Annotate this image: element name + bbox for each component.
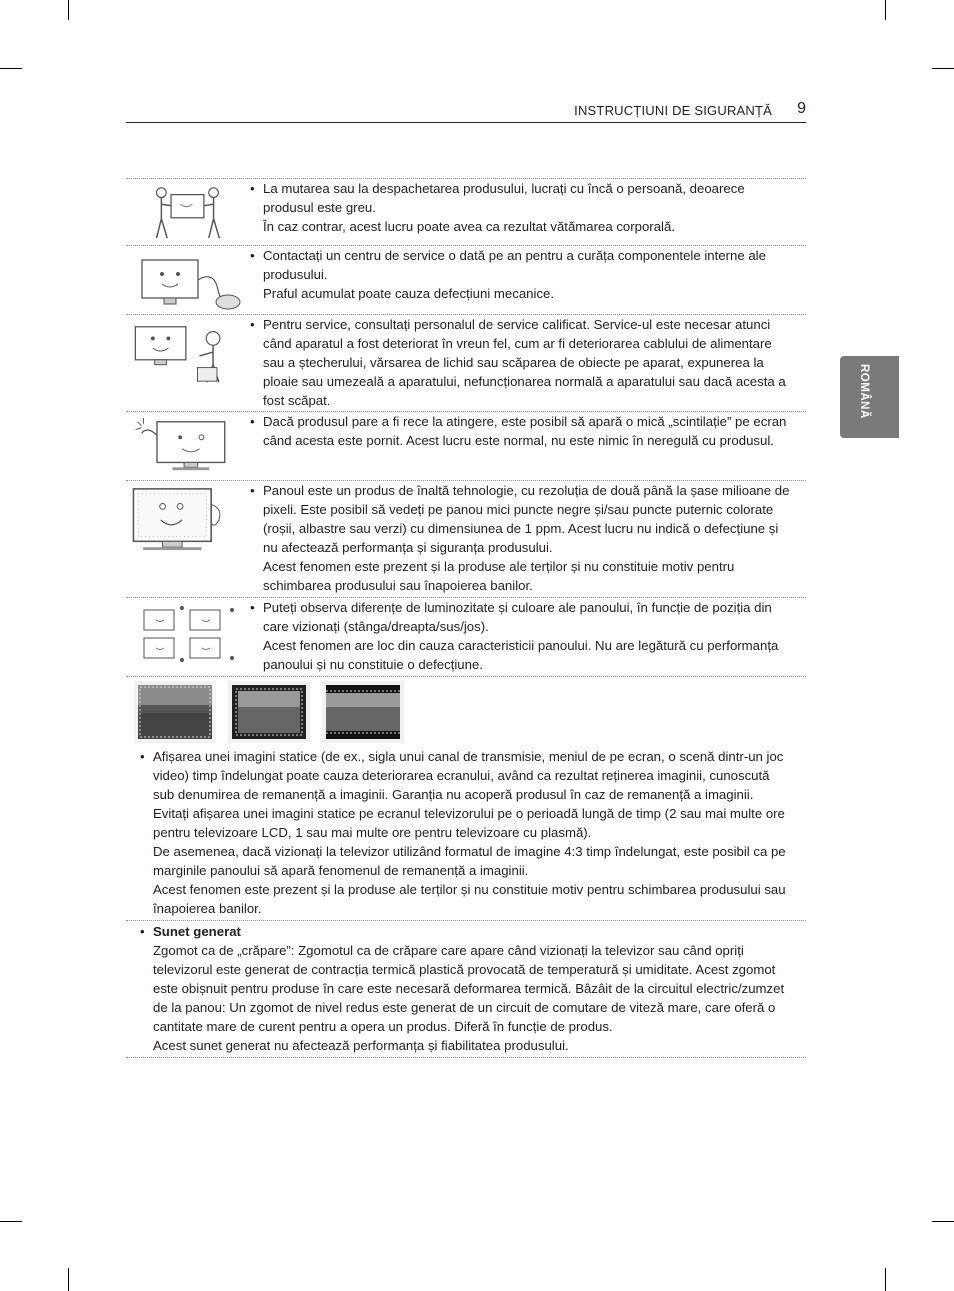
row-text bbox=[250, 412, 806, 450]
burn-in-line: De asemenea, dacă vizionați la televizor utilizând formatul de imagine 4:3 timp îndelungat, este posibil ca pe marginile panoului să apară fenomenul de remanență a imaginii. bbox=[153, 844, 786, 878]
crop-mark bbox=[932, 68, 954, 69]
sound-text bbox=[140, 922, 806, 1055]
burn-in-line: Evitați afișarea unei imagini statice pe ecranul televizorului pe o perioadă lungă de timp (2 sau mai multe ore pentru televizoare LCD, 1 sau mai multe ore pentru televizoare cu plasmă). bbox=[153, 806, 785, 840]
burn-in-line: Acest fenomen este prezent și la produse ale terților și nu constituie motiv pentru schimbarea produsului sau înapoierea banilor. bbox=[153, 882, 786, 916]
row-line: • Contactați un centru de service o dată pe an pentru a curăța componentele interne ale produsului. bbox=[250, 246, 796, 284]
service-technician-icon bbox=[126, 319, 236, 387]
safety-row bbox=[126, 411, 806, 480]
static-image-burn-in-photo-2 bbox=[228, 681, 310, 743]
safety-row bbox=[126, 480, 806, 597]
row-line: Acest fenomen este prezent și la produse ale terților și nu constituie motiv pentru schimbarea produsului sau înapoierea banilor. bbox=[263, 559, 735, 593]
crop-mark bbox=[932, 1221, 954, 1222]
page-header bbox=[126, 100, 806, 123]
safety-row bbox=[126, 314, 806, 411]
tv-pixel-dots-icon bbox=[128, 485, 238, 553]
safety-row bbox=[126, 597, 806, 676]
sound-section bbox=[126, 920, 806, 1057]
static-image-burn-in-photo-3 bbox=[322, 681, 404, 743]
row-line: • La mutarea sau la despachetarea produsului, lucrați cu încă o persoană, deoarece produsul este greu. bbox=[250, 179, 796, 217]
row-line: • Panoul este un produs de înaltă tehnologie, cu rezoluția de două până la șase milioane de pixeli. Este posibil să vedeți pe panou mici puncte negre și/sau puncte puternic colorate (roșii, albastre sau verzi) cu dimensiunea de 1 ppm. Acest lucru nu indică o defecțiune și nu afectează performanța și siguranța produsului. bbox=[250, 481, 796, 557]
header-title: INSTRUCȚIUNI DE SIGURANȚĂ bbox=[574, 103, 772, 118]
sound-line: Zgomot ca de „crăpare”: Zgomotul ca de crăpare care apare când vizionați la televizor sau când opriți televizorul este generat de contracția termică plastică provocată de temperatură și umiditate. Acest zgomot este obișnuit pentru produse în care este necesară deformarea termică. Bâzâit de la circuitul electric/zumzet de la panou: Un zgomot de nivel redus este generat de un circuit de comutare de viteză mare, care oferă o cantitate mare de curent pentru a opera un produs. Diferă în funcție de produs. bbox=[153, 943, 785, 1034]
crop-mark bbox=[68, 0, 69, 20]
language-tab-label: ROMÂNĂ bbox=[858, 364, 870, 419]
crop-mark bbox=[68, 1268, 69, 1291]
people-carrying-tv-icon bbox=[146, 183, 256, 241]
tv-viewing-angles-icon bbox=[136, 602, 246, 664]
safety-row bbox=[126, 178, 806, 245]
safety-table bbox=[126, 178, 806, 1058]
row-text bbox=[250, 598, 806, 674]
safety-row bbox=[126, 245, 806, 314]
sound-title: • Sunet generat bbox=[140, 922, 790, 941]
row-line: • Puteți observa diferențe de luminozitate și culoare ale panoului, în funcție de poziția din care vizionați (stânga/dreapta/sus/jos). bbox=[250, 598, 796, 636]
row-line: În caz contrar, acest lucru poate avea ca rezultat vătămarea corporală. bbox=[263, 219, 675, 234]
language-tab bbox=[840, 356, 899, 438]
crop-mark bbox=[0, 68, 22, 69]
burn-in-photos bbox=[126, 676, 806, 743]
static-image-burn-in-photo-1 bbox=[134, 681, 216, 743]
page-number: 9 bbox=[797, 100, 806, 117]
row-text bbox=[250, 246, 806, 303]
cold-tv-scintillation-icon bbox=[132, 416, 242, 476]
row-text bbox=[250, 315, 806, 410]
row-line: • Dacă produsul pare a fi rece la atingere, este posibil să apară o mică „scintilație” pe ecran când acesta este pornit. Acest lucru este normal, nu este nimic în neregulă cu produsul. bbox=[250, 412, 796, 450]
burn-in-section bbox=[126, 743, 806, 920]
burn-in-line: • Afișarea unei imagini statice (de ex., sigla unui canal de transmisie, meniul de pe ecran, o scenă dintr-un joc video) timp îndelungat poate cauza deteriorarea ecranului, având ca rezultat reținerea imaginii, cunoscută sub denumirea de remanență a imaginii. Garanția nu acoperă produsul în caz de remanență a imaginii. bbox=[140, 747, 790, 804]
row-text bbox=[250, 481, 806, 595]
tv-vacuum-cleaning-icon bbox=[134, 250, 244, 312]
crop-mark bbox=[885, 0, 886, 20]
sound-line: Acest sunet generat nu afectează performanța și fiabilitatea produsului. bbox=[153, 1038, 569, 1053]
crop-mark bbox=[885, 1268, 886, 1291]
row-line: Acest fenomen are loc din cauza caracteristicii panoului. Nu are legătură cu performanța panoului și nu constituie o defecțiune. bbox=[263, 638, 779, 672]
crop-mark bbox=[0, 1221, 22, 1222]
table-bottom-rule bbox=[126, 1057, 806, 1058]
row-line: Praful acumulat poate cauza defecțiuni mecanice. bbox=[263, 286, 555, 301]
row-line: • Pentru service, consultați personalul de service calificat. Service-ul este necesar atunci când aparatul a fost deteriorat în vreun fel, cum ar fi deteriorarea cablului de alimentare sau a ștecherului, vărsarea de lichid sau scăparea de obiecte pe aparat, expunerea la ploaie sau umezeală a aparatului, nefuncționarea normală a aparatului sau dacă acesta a fost scăpat. bbox=[250, 315, 796, 410]
burn-in-text bbox=[140, 747, 806, 918]
row-text bbox=[250, 179, 806, 236]
